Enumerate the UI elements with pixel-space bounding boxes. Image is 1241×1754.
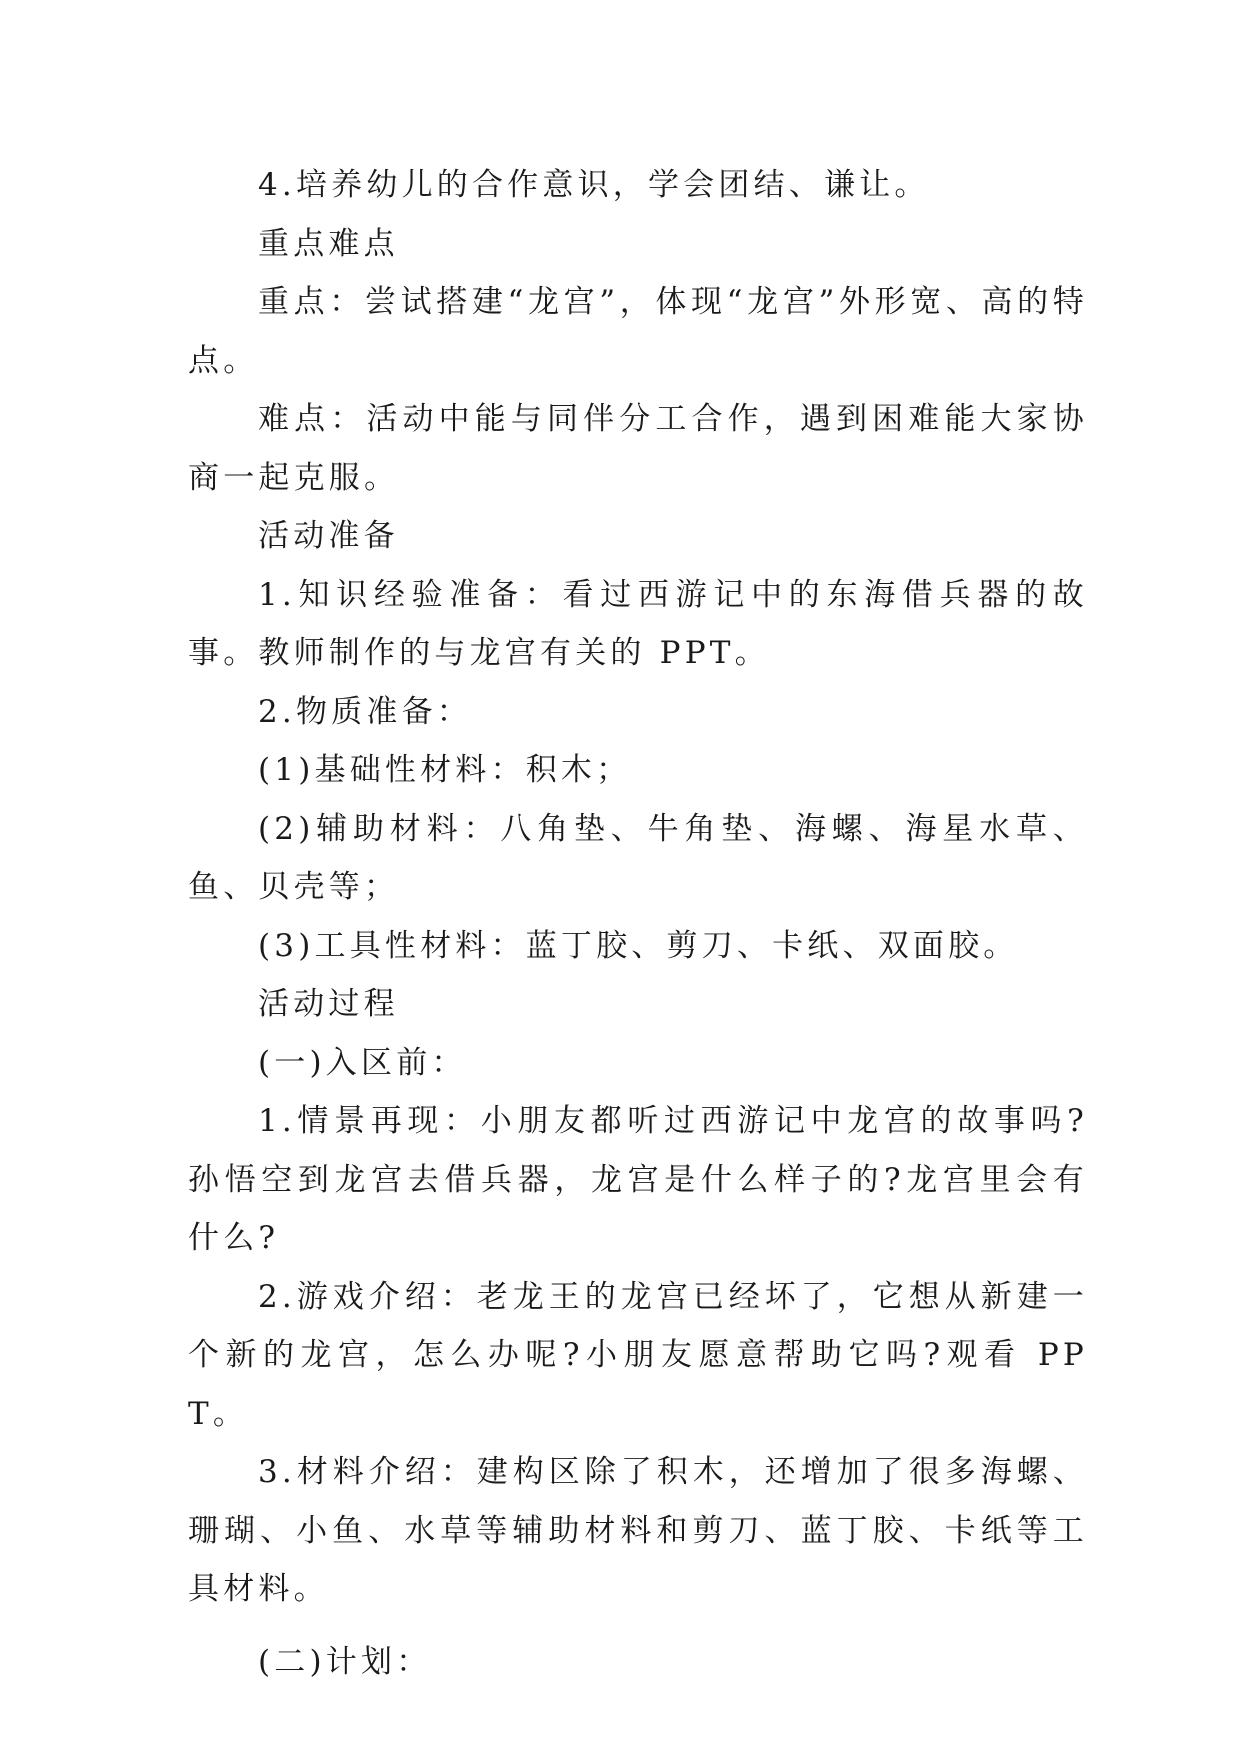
document-body <box>188 156 1088 1691</box>
list-item-basic-materials: (1)基础性材料：积木； <box>258 752 632 788</box>
paragraph-scene-recall: 1.情景再现：小朋友都听过西游记中龙宫的故事吗?孙悟空到龙宫去借兵器，龙宫是什么样子的?龙宫里会有什么? <box>188 1103 1088 1256</box>
heading-key-points: 重点难点 <box>258 225 399 262</box>
subheading-before-entering: (一)入区前： <box>258 1044 467 1081</box>
paragraph-game-intro: 2.游戏介绍：老龙王的龙宫已经坏了，它想从新建一个新的龙宫，怎么办呢?小朋友愿意帮助它吗?观看 PPT。 <box>188 1278 1088 1432</box>
heading-preparation: 活动准备 <box>258 518 399 554</box>
paragraph-material-intro: 3.材料介绍：建构区除了积木，还增加了很多海螺、珊瑚、小鱼、水草等辅助材料和剪刀、蓝丁胶、卡纸等工具材料。 <box>188 1454 1088 1607</box>
paragraph-knowledge-prep: 1.知识经验准备：看过西游记中的东海借兵器的故事。教师制作的与龙宫有关的 PPT。 <box>188 576 1088 671</box>
list-item-tool-materials: (3)工具性材料：蓝丁胶、剪刀、卡纸、双面胶。 <box>258 927 1019 964</box>
subheading-plan: (二)计划： <box>258 1643 432 1680</box>
list-item-auxiliary-materials: (2)辅助材料：八角垫、牛角垫、海螺、海星水草、鱼、贝壳等； <box>188 810 1088 905</box>
paragraph-material-prep: 2.物质准备： <box>258 693 472 730</box>
paragraph-goal-4: 4.培养幼儿的合作意识，学会团结、谦让。 <box>258 167 930 203</box>
paragraph-key-point: 重点：尝试搭建“龙宫”，体现“龙宫”外形宽、高的特点。 <box>188 284 1088 379</box>
heading-process: 活动过程 <box>258 986 399 1022</box>
paragraph-difficulty: 难点：活动中能与同伴分工合作，遇到困难能大家协商一起克服。 <box>188 401 1088 496</box>
